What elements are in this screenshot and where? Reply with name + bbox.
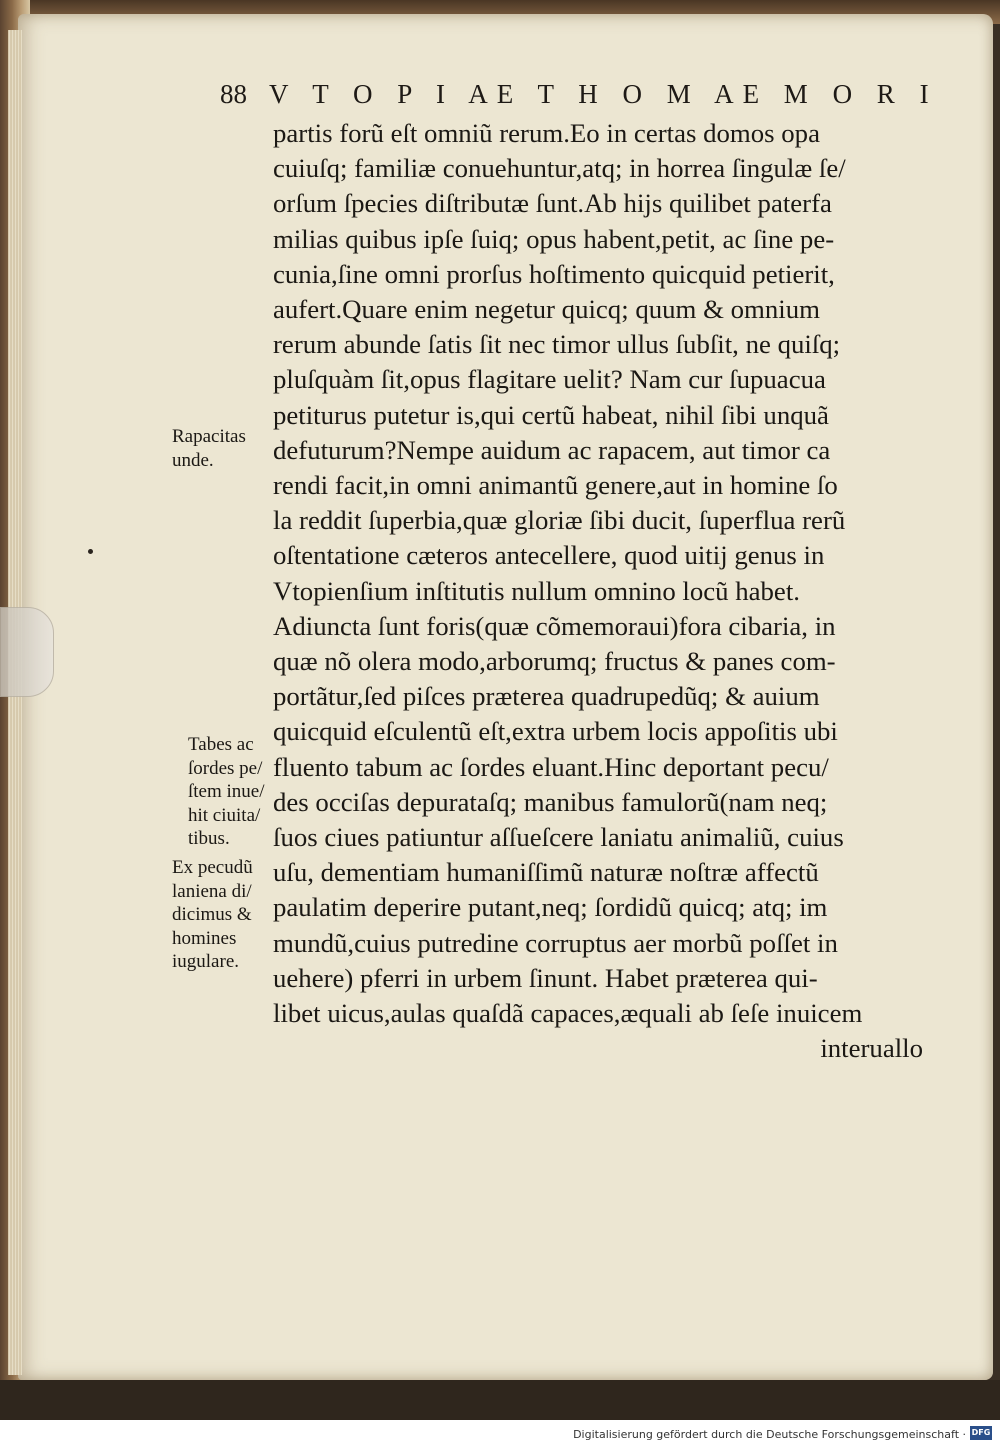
text-line: partis forũ eſt omniũ rerum.Eo in certas domos opa	[273, 118, 820, 148]
side-note-rapacitas	[172, 425, 246, 472]
catchword: interuallo	[820, 1033, 923, 1064]
side-note-line: ſordes pe/	[188, 757, 263, 779]
side-note-line: iugulare.	[172, 951, 240, 972]
page-number: 88	[220, 78, 247, 109]
scan-background	[0, 1380, 1000, 1420]
running-head	[220, 74, 938, 114]
side-note-line: laniena di/	[172, 880, 252, 902]
side-note-line: dicimus &	[172, 904, 252, 925]
funding-credit: Digitalisierung gefördert durch die Deutsche Forschungsgemeinschaft ·	[573, 1428, 966, 1441]
page-tab-marker	[0, 607, 54, 697]
text-line: des occiſas depurataſq; manibus famulorũ(nam neq;	[273, 786, 828, 817]
side-note-line: hit ciuita/	[188, 804, 261, 826]
text-line: pluſquàm ſit,opus flagitare uelit? Nam cur ſupuacua	[273, 364, 826, 395]
text-line: milias quibus ipſe ſuiq; opus habent,petit, ac ſine pe-	[273, 223, 835, 254]
side-note-line: ſtem inue/	[188, 781, 265, 802]
side-note-line: Ex pecudũ	[172, 857, 253, 878]
text-line: cuiuſq; familiæ conuehuntur,atq; in horrea ſingulæ ſe/	[273, 153, 846, 184]
page-stack-edge	[8, 30, 22, 1375]
text-line: uehere) pferri in urbem ſinunt. Habet præterea qui-	[273, 962, 818, 993]
side-note-line: tibus.	[188, 828, 230, 849]
text-line: quæ nõ olera modo,arborumq; fructus & panes com-	[273, 646, 836, 677]
text-line: quicquid eſculentũ eſt,extra urbem locis appoſitis ubi	[273, 716, 838, 747]
text-line: libet uicus,aulas quaſdã capaces,æquali ab ſeſe inuicem	[273, 998, 863, 1029]
side-note-tabes	[188, 733, 265, 851]
text-line: portãtur,ſed piſces præterea quadrupedũq; & auium	[273, 681, 820, 712]
text-line: defuturum?Nempe auidum ac rapacem, aut timor ca	[273, 434, 831, 465]
text-line: rerum abunde ſatis ſit nec timor ullus ſubſit, ne quiſq;	[273, 329, 841, 360]
margin-dot	[88, 549, 93, 554]
text-line: mundũ,cuius putredine corruptus aer morbũ poſſet in	[273, 927, 838, 958]
dfg-logo: DFG	[970, 1426, 992, 1440]
side-note-pecudum	[172, 856, 253, 974]
text-line: uſu, dementiam humaniſſimũ naturæ noſtræ affectũ	[273, 857, 819, 888]
text-line: cunia,ſine omni prorſus hoſtimento quicquid petierit,	[273, 258, 835, 289]
running-title: V T O P I AE T H O M AE M O R I	[269, 78, 938, 109]
side-note-line: Tabes ac	[188, 734, 254, 755]
main-text-block	[273, 116, 923, 1066]
text-line: aufert.Quare enim negetur quicq; quum & omnium	[273, 294, 820, 325]
text-line: rendi facit,in omni animantũ genere,aut in homine ſo	[273, 470, 838, 501]
side-note-line: Rapacitas	[172, 426, 246, 447]
text-line: orſum ſpecies diſtributæ ſunt.Ab hijs quilibet paterfa	[273, 188, 832, 219]
text-line: ſuos ciues patiuntur aſſueſcere laniatu animaliũ, cuius	[273, 822, 844, 853]
text-line: paulatim deperire putant,neq; ſordidũ quicq; atq; im	[273, 892, 828, 923]
text-line: Adiuncta ſunt foris(quæ cõmemoraui)fora cibaria, in	[273, 610, 836, 641]
text-line: oſtentatione cæteros antecellere, quod uitij genus in	[273, 540, 825, 571]
text-line: fluento tabum ac ſordes eluant.Hinc deportant pecu/	[273, 751, 829, 782]
text-line: la reddit ſuperbia,quæ gloriæ ſibi ducit, ſuperflua rerũ	[273, 505, 846, 536]
text-line: petiturus putetur is,qui certũ habeat, nihil ſibi unquã	[273, 399, 829, 430]
side-note-line: unde.	[172, 449, 214, 471]
side-note-line: homines	[172, 927, 237, 949]
text-line: Vtopienſium inſtitutis nullum omnino locũ habet.	[273, 575, 800, 606]
